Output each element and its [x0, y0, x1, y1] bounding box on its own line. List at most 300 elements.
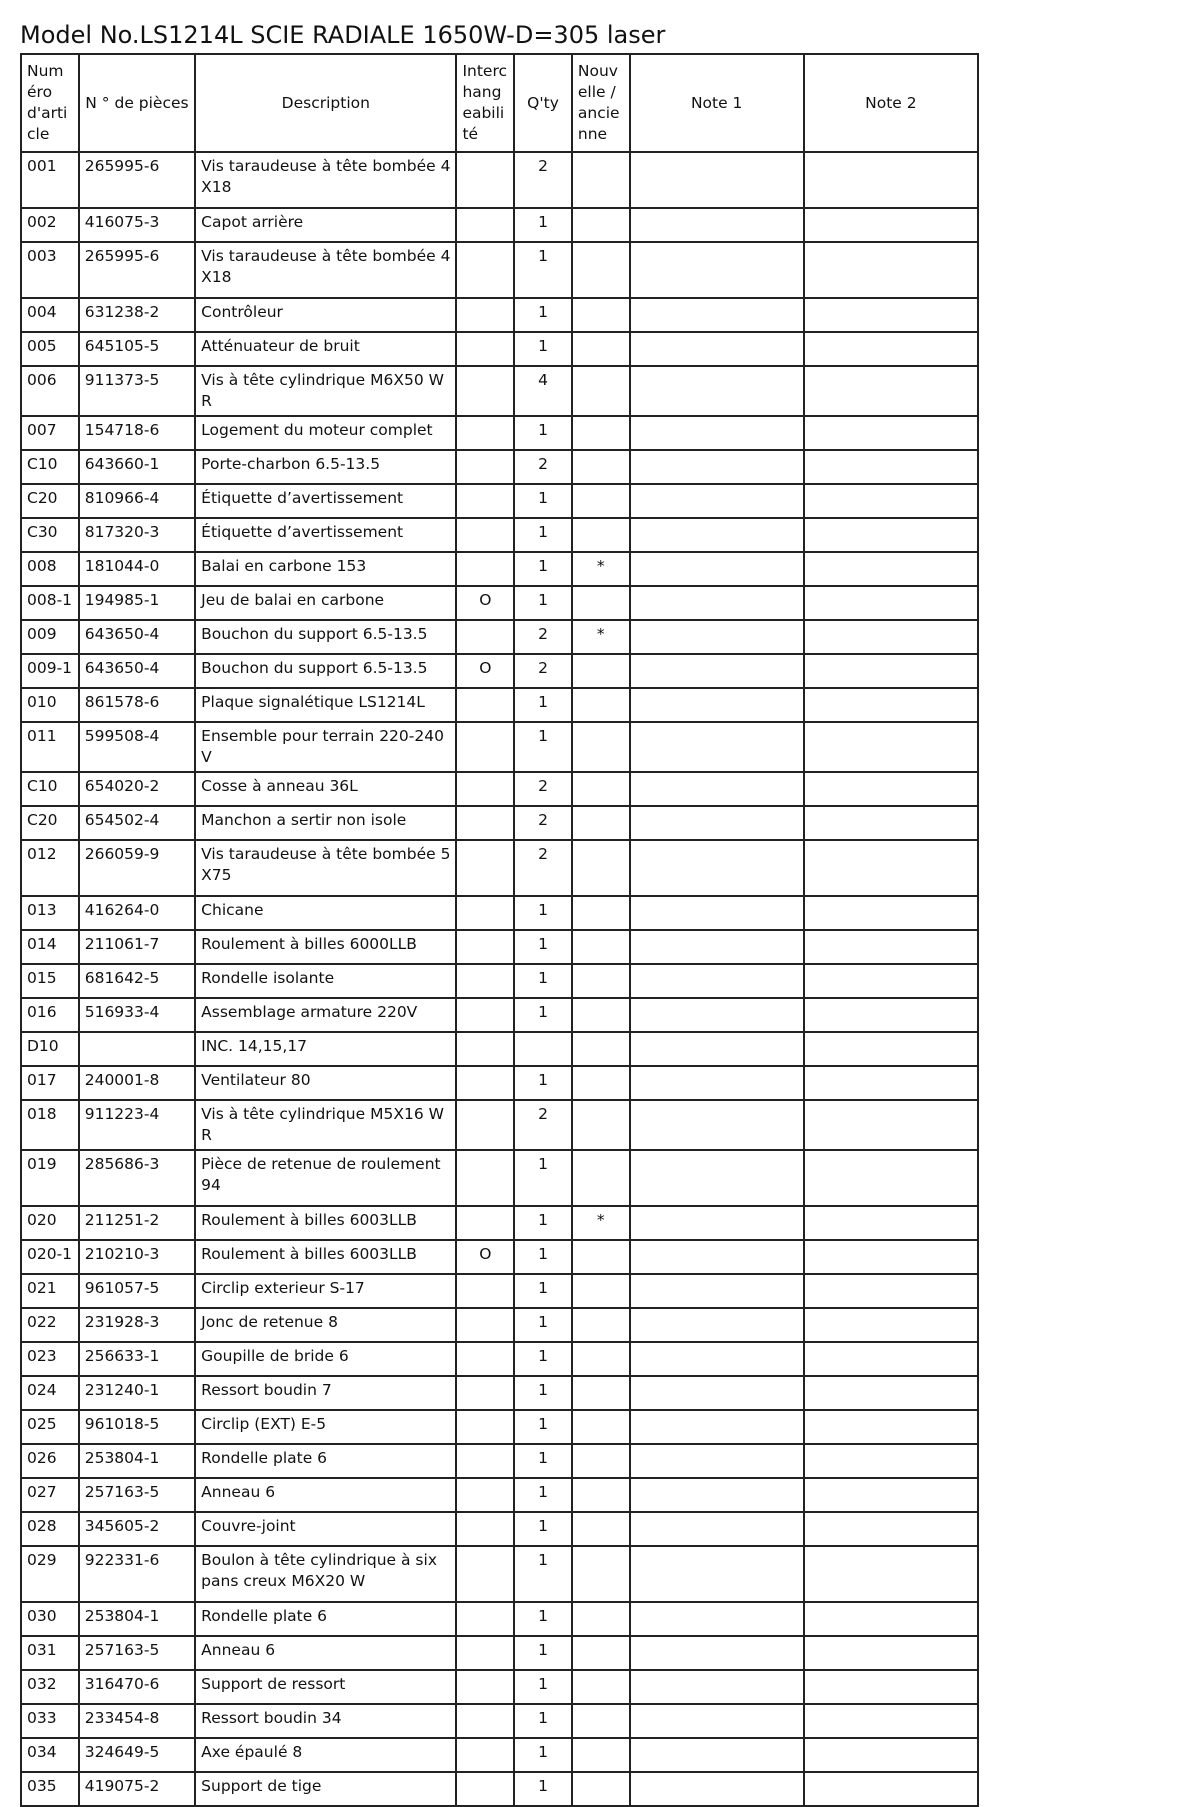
cell-quantity: 1 — [514, 1410, 572, 1444]
cell-new-old — [572, 518, 630, 552]
cell-description: Anneau 6 — [195, 1636, 456, 1670]
cell-item-number: 030 — [21, 1602, 79, 1636]
cell-note-2 — [804, 552, 978, 586]
cell-note-1 — [630, 1032, 804, 1066]
cell-part-number: 911373-5 — [79, 366, 195, 416]
cell-quantity: 2 — [514, 654, 572, 688]
col-header-part-number: N ° de pièces — [79, 54, 195, 152]
table-row — [21, 620, 978, 654]
cell-description: Balai en carbone 153 — [195, 552, 456, 586]
col-header-note-1: Note 1 — [630, 54, 804, 152]
cell-item-number: 032 — [21, 1670, 79, 1704]
cell-interchangeability — [456, 1478, 514, 1512]
cell-note-2 — [804, 1636, 978, 1670]
cell-description: Axe épaulé 8 — [195, 1738, 456, 1772]
cell-note-1 — [630, 552, 804, 586]
cell-item-number: 026 — [21, 1444, 79, 1478]
cell-item-number: 015 — [21, 964, 79, 998]
cell-new-old — [572, 896, 630, 930]
cell-note-1 — [630, 1478, 804, 1512]
cell-note-2 — [804, 964, 978, 998]
cell-note-1 — [630, 484, 804, 518]
cell-note-2 — [804, 1376, 978, 1410]
table-row — [21, 152, 978, 208]
cell-interchangeability — [456, 1100, 514, 1150]
table-row — [21, 1066, 978, 1100]
cell-part-number: 416264-0 — [79, 896, 195, 930]
cell-description: Boulon à tête cylindrique à six pans creux M6X20 W — [195, 1546, 456, 1602]
col-header-item-number: Numéro d'article — [21, 54, 79, 152]
cell-note-1 — [630, 998, 804, 1032]
cell-interchangeability — [456, 450, 514, 484]
cell-new-old — [572, 688, 630, 722]
cell-note-2 — [804, 654, 978, 688]
cell-quantity: 1 — [514, 930, 572, 964]
cell-quantity: 1 — [514, 688, 572, 722]
cell-new-old: * — [572, 620, 630, 654]
cell-new-old — [572, 1274, 630, 1308]
cell-item-number: 034 — [21, 1738, 79, 1772]
table-row — [21, 722, 978, 772]
cell-interchangeability — [456, 930, 514, 964]
cell-part-number: 324649-5 — [79, 1738, 195, 1772]
cell-new-old — [572, 840, 630, 896]
cell-description: Porte-charbon 6.5-13.5 — [195, 450, 456, 484]
cell-note-1 — [630, 1670, 804, 1704]
cell-note-2 — [804, 152, 978, 208]
cell-part-number: 231928-3 — [79, 1308, 195, 1342]
cell-description: Rondelle isolante — [195, 964, 456, 998]
cell-interchangeability: O — [456, 654, 514, 688]
cell-new-old — [572, 450, 630, 484]
cell-part-number: 861578-6 — [79, 688, 195, 722]
cell-part-number: 257163-5 — [79, 1636, 195, 1670]
cell-part-number: 419075-2 — [79, 1772, 195, 1806]
cell-note-1 — [630, 688, 804, 722]
cell-description: Manchon a sertir non isole — [195, 806, 456, 840]
cell-part-number: 211061-7 — [79, 930, 195, 964]
cell-interchangeability — [456, 998, 514, 1032]
cell-interchangeability — [456, 242, 514, 298]
cell-note-2 — [804, 1546, 978, 1602]
table-row — [21, 1444, 978, 1478]
table-row — [21, 366, 978, 416]
cell-item-number: 004 — [21, 298, 79, 332]
cell-part-number: 645105-5 — [79, 332, 195, 366]
cell-description: Ressort boudin 7 — [195, 1376, 456, 1410]
cell-quantity: 2 — [514, 620, 572, 654]
cell-description: Logement du moteur complet — [195, 416, 456, 450]
cell-item-number: 027 — [21, 1478, 79, 1512]
cell-new-old — [572, 1738, 630, 1772]
cell-quantity: 1 — [514, 964, 572, 998]
cell-new-old — [572, 366, 630, 416]
cell-interchangeability — [456, 152, 514, 208]
cell-note-1 — [630, 654, 804, 688]
col-header-interchangeability: Interchangeabilité — [456, 54, 514, 152]
cell-note-2 — [804, 806, 978, 840]
cell-interchangeability — [456, 1274, 514, 1308]
table-row — [21, 298, 978, 332]
cell-part-number: 233454-8 — [79, 1704, 195, 1738]
cell-new-old: * — [572, 552, 630, 586]
cell-quantity: 2 — [514, 152, 572, 208]
cell-description: Vis taraudeuse à tête bombée 4X18 — [195, 242, 456, 298]
cell-note-2 — [804, 208, 978, 242]
cell-note-1 — [630, 242, 804, 298]
cell-note-2 — [804, 518, 978, 552]
cell-description: Rondelle plate 6 — [195, 1444, 456, 1478]
cell-description: Vis à tête cylindrique M5X16 WR — [195, 1100, 456, 1150]
cell-part-number: 516933-4 — [79, 998, 195, 1032]
cell-new-old — [572, 298, 630, 332]
table-row — [21, 1032, 978, 1066]
table-row — [21, 1636, 978, 1670]
cell-note-2 — [804, 998, 978, 1032]
cell-note-2 — [804, 1206, 978, 1240]
cell-part-number: 253804-1 — [79, 1602, 195, 1636]
cell-description: Roulement à billes 6003LLB — [195, 1240, 456, 1274]
cell-new-old — [572, 1478, 630, 1512]
cell-item-number: 003 — [21, 242, 79, 298]
cell-part-number: 643650-4 — [79, 654, 195, 688]
table-row — [21, 1512, 978, 1546]
cell-description: Étiquette d’avertissement — [195, 518, 456, 552]
cell-note-1 — [630, 1704, 804, 1738]
cell-new-old — [572, 1444, 630, 1478]
cell-note-2 — [804, 416, 978, 450]
cell-note-2 — [804, 1066, 978, 1100]
cell-note-1 — [630, 450, 804, 484]
cell-note-2 — [804, 586, 978, 620]
cell-note-2 — [804, 1100, 978, 1150]
cell-note-2 — [804, 1512, 978, 1546]
cell-description: Ventilateur 80 — [195, 1066, 456, 1100]
cell-quantity: 1 — [514, 1636, 572, 1670]
cell-quantity: 2 — [514, 840, 572, 896]
cell-new-old — [572, 1066, 630, 1100]
table-row — [21, 1308, 978, 1342]
cell-item-number: 020 — [21, 1206, 79, 1240]
cell-part-number: 961057-5 — [79, 1274, 195, 1308]
cell-description: Vis à tête cylindrique M6X50 WR — [195, 366, 456, 416]
cell-description: INC. 14,15,17 — [195, 1032, 456, 1066]
table-row — [21, 416, 978, 450]
cell-new-old — [572, 930, 630, 964]
cell-quantity: 1 — [514, 1376, 572, 1410]
cell-interchangeability — [456, 518, 514, 552]
cell-note-1 — [630, 620, 804, 654]
cell-note-2 — [804, 1602, 978, 1636]
cell-note-1 — [630, 806, 804, 840]
cell-part-number: 194985-1 — [79, 586, 195, 620]
cell-interchangeability — [456, 416, 514, 450]
cell-new-old — [572, 654, 630, 688]
table-row — [21, 654, 978, 688]
table-row — [21, 332, 978, 366]
cell-interchangeability — [456, 1376, 514, 1410]
cell-part-number: 643650-4 — [79, 620, 195, 654]
cell-interchangeability — [456, 964, 514, 998]
cell-interchangeability — [456, 208, 514, 242]
cell-item-number: 033 — [21, 1704, 79, 1738]
cell-quantity: 2 — [514, 1100, 572, 1150]
cell-new-old — [572, 208, 630, 242]
cell-note-2 — [804, 1410, 978, 1444]
cell-item-number: 012 — [21, 840, 79, 896]
cell-note-1 — [630, 1636, 804, 1670]
cell-new-old — [572, 1150, 630, 1206]
cell-description: Étiquette d’avertissement — [195, 484, 456, 518]
cell-new-old — [572, 332, 630, 366]
cell-item-number: C10 — [21, 772, 79, 806]
cell-interchangeability — [456, 1342, 514, 1376]
cell-part-number: 316470-6 — [79, 1670, 195, 1704]
cell-quantity: 1 — [514, 1478, 572, 1512]
cell-note-2 — [804, 930, 978, 964]
cell-interchangeability — [456, 484, 514, 518]
cell-new-old — [572, 586, 630, 620]
header-row — [21, 54, 978, 152]
cell-note-1 — [630, 840, 804, 896]
cell-quantity: 1 — [514, 1342, 572, 1376]
cell-item-number: C20 — [21, 806, 79, 840]
cell-note-2 — [804, 772, 978, 806]
cell-quantity: 2 — [514, 450, 572, 484]
cell-note-2 — [804, 688, 978, 722]
cell-item-number: C30 — [21, 518, 79, 552]
table-row — [21, 552, 978, 586]
cell-new-old — [572, 1100, 630, 1150]
cell-part-number: 922331-6 — [79, 1546, 195, 1602]
cell-item-number: 014 — [21, 930, 79, 964]
cell-part-number: 210210-3 — [79, 1240, 195, 1274]
cell-quantity: 1 — [514, 1240, 572, 1274]
cell-note-2 — [804, 1150, 978, 1206]
cell-interchangeability — [456, 1150, 514, 1206]
table-row — [21, 450, 978, 484]
cell-note-1 — [630, 1342, 804, 1376]
cell-part-number: 643660-1 — [79, 450, 195, 484]
cell-interchangeability — [456, 1444, 514, 1478]
cell-description: Ensemble pour terrain 220-240V — [195, 722, 456, 772]
cell-quantity: 1 — [514, 722, 572, 772]
cell-description: Contrôleur — [195, 298, 456, 332]
cell-new-old — [572, 964, 630, 998]
cell-description: Ressort boudin 34 — [195, 1704, 456, 1738]
cell-quantity: 1 — [514, 1206, 572, 1240]
cell-interchangeability — [456, 298, 514, 332]
cell-item-number: 008-1 — [21, 586, 79, 620]
cell-note-1 — [630, 1512, 804, 1546]
table-row — [21, 1100, 978, 1150]
cell-item-number: 019 — [21, 1150, 79, 1206]
cell-quantity: 1 — [514, 1150, 572, 1206]
table-row — [21, 840, 978, 896]
cell-quantity: 1 — [514, 1308, 572, 1342]
cell-note-2 — [804, 1342, 978, 1376]
cell-quantity: 1 — [514, 1066, 572, 1100]
cell-part-number: 681642-5 — [79, 964, 195, 998]
cell-description: Support de tige — [195, 1772, 456, 1806]
cell-new-old — [572, 1308, 630, 1342]
cell-description: Atténuateur de bruit — [195, 332, 456, 366]
cell-item-number: 011 — [21, 722, 79, 772]
cell-note-1 — [630, 1066, 804, 1100]
cell-part-number: 285686-3 — [79, 1150, 195, 1206]
cell-item-number: 001 — [21, 152, 79, 208]
cell-part-number: 231240-1 — [79, 1376, 195, 1410]
cell-part-number: 817320-3 — [79, 518, 195, 552]
cell-description: Pièce de retenue de roulement 94 — [195, 1150, 456, 1206]
cell-item-number: D10 — [21, 1032, 79, 1066]
cell-note-1 — [630, 1308, 804, 1342]
table-row — [21, 1150, 978, 1206]
cell-item-number: 005 — [21, 332, 79, 366]
cell-part-number: 345605-2 — [79, 1512, 195, 1546]
cell-description: Capot arrière — [195, 208, 456, 242]
cell-part-number: 265995-6 — [79, 242, 195, 298]
cell-new-old — [572, 1410, 630, 1444]
cell-note-1 — [630, 152, 804, 208]
cell-description: Couvre-joint — [195, 1512, 456, 1546]
cell-quantity: 1 — [514, 1546, 572, 1602]
cell-description: Vis taraudeuse à tête bombée 5X75 — [195, 840, 456, 896]
cell-item-number: 007 — [21, 416, 79, 450]
cell-item-number: 022 — [21, 1308, 79, 1342]
cell-interchangeability — [456, 1206, 514, 1240]
table-row — [21, 484, 978, 518]
cell-item-number: 024 — [21, 1376, 79, 1410]
table-row — [21, 930, 978, 964]
cell-note-2 — [804, 1444, 978, 1478]
cell-note-2 — [804, 242, 978, 298]
cell-item-number: 025 — [21, 1410, 79, 1444]
cell-quantity: 1 — [514, 1444, 572, 1478]
cell-part-number: 240001-8 — [79, 1066, 195, 1100]
cell-interchangeability — [456, 552, 514, 586]
cell-interchangeability — [456, 1636, 514, 1670]
cell-new-old — [572, 998, 630, 1032]
cell-quantity: 1 — [514, 1738, 572, 1772]
cell-note-1 — [630, 586, 804, 620]
cell-new-old — [572, 1704, 630, 1738]
cell-description: Support de ressort — [195, 1670, 456, 1704]
cell-part-number: 256633-1 — [79, 1342, 195, 1376]
cell-part-number: 631238-2 — [79, 298, 195, 332]
cell-new-old — [572, 1546, 630, 1602]
table-row — [21, 1704, 978, 1738]
table-row — [21, 1478, 978, 1512]
table-row — [21, 772, 978, 806]
cell-note-1 — [630, 1100, 804, 1150]
cell-interchangeability — [456, 1032, 514, 1066]
cell-item-number: 020-1 — [21, 1240, 79, 1274]
cell-note-1 — [630, 1274, 804, 1308]
cell-quantity: 2 — [514, 806, 572, 840]
cell-note-1 — [630, 1240, 804, 1274]
cell-quantity: 4 — [514, 366, 572, 416]
cell-description: Circlip (EXT) E-5 — [195, 1410, 456, 1444]
cell-interchangeability — [456, 620, 514, 654]
cell-item-number: 016 — [21, 998, 79, 1032]
cell-item-number: 031 — [21, 1636, 79, 1670]
table-row — [21, 998, 978, 1032]
cell-quantity: 1 — [514, 552, 572, 586]
cell-note-1 — [630, 1410, 804, 1444]
cell-note-2 — [804, 840, 978, 896]
cell-note-2 — [804, 1670, 978, 1704]
cell-note-2 — [804, 722, 978, 772]
cell-item-number: 023 — [21, 1342, 79, 1376]
cell-part-number: 654502-4 — [79, 806, 195, 840]
col-header-note-2: Note 2 — [804, 54, 978, 152]
cell-note-2 — [804, 332, 978, 366]
page-title: Model No.LS1214L SCIE RADIALE 1650W-D=305 laser — [20, 21, 666, 49]
cell-quantity: 1 — [514, 1772, 572, 1806]
cell-part-number: 257163-5 — [79, 1478, 195, 1512]
cell-item-number: 035 — [21, 1772, 79, 1806]
cell-interchangeability: O — [456, 1240, 514, 1274]
table-row — [21, 242, 978, 298]
cell-note-1 — [630, 1602, 804, 1636]
cell-interchangeability — [456, 722, 514, 772]
cell-interchangeability — [456, 1410, 514, 1444]
cell-part-number: 265995-6 — [79, 152, 195, 208]
cell-note-2 — [804, 1772, 978, 1806]
cell-description: Jeu de balai en carbone — [195, 586, 456, 620]
cell-interchangeability — [456, 1704, 514, 1738]
table-row — [21, 1206, 978, 1240]
table-row — [21, 1738, 978, 1772]
col-header-description: Description — [195, 54, 456, 152]
cell-quantity: 1 — [514, 1512, 572, 1546]
cell-item-number: C20 — [21, 484, 79, 518]
cell-note-1 — [630, 1546, 804, 1602]
cell-item-number: 029 — [21, 1546, 79, 1602]
table-row — [21, 1670, 978, 1704]
cell-quantity: 1 — [514, 332, 572, 366]
cell-quantity: 1 — [514, 1670, 572, 1704]
cell-note-2 — [804, 298, 978, 332]
cell-new-old — [572, 1512, 630, 1546]
cell-item-number: 009 — [21, 620, 79, 654]
cell-new-old — [572, 722, 630, 772]
cell-note-1 — [630, 332, 804, 366]
table-row — [21, 1546, 978, 1602]
cell-item-number: 010 — [21, 688, 79, 722]
cell-description: Jonc de retenue 8 — [195, 1308, 456, 1342]
cell-new-old — [572, 484, 630, 518]
cell-quantity — [514, 1032, 572, 1066]
table-row — [21, 208, 978, 242]
cell-interchangeability — [456, 366, 514, 416]
cell-note-2 — [804, 896, 978, 930]
cell-note-2 — [804, 1240, 978, 1274]
cell-interchangeability — [456, 1308, 514, 1342]
cell-quantity: 2 — [514, 772, 572, 806]
table-row — [21, 806, 978, 840]
cell-note-2 — [804, 620, 978, 654]
cell-interchangeability: O — [456, 586, 514, 620]
cell-description: Roulement à billes 6003LLB — [195, 1206, 456, 1240]
cell-part-number: 416075-3 — [79, 208, 195, 242]
cell-item-number: 002 — [21, 208, 79, 242]
cell-note-1 — [630, 896, 804, 930]
cell-interchangeability — [456, 1602, 514, 1636]
cell-description: Bouchon du support 6.5-13.5 — [195, 654, 456, 688]
cell-note-1 — [630, 416, 804, 450]
